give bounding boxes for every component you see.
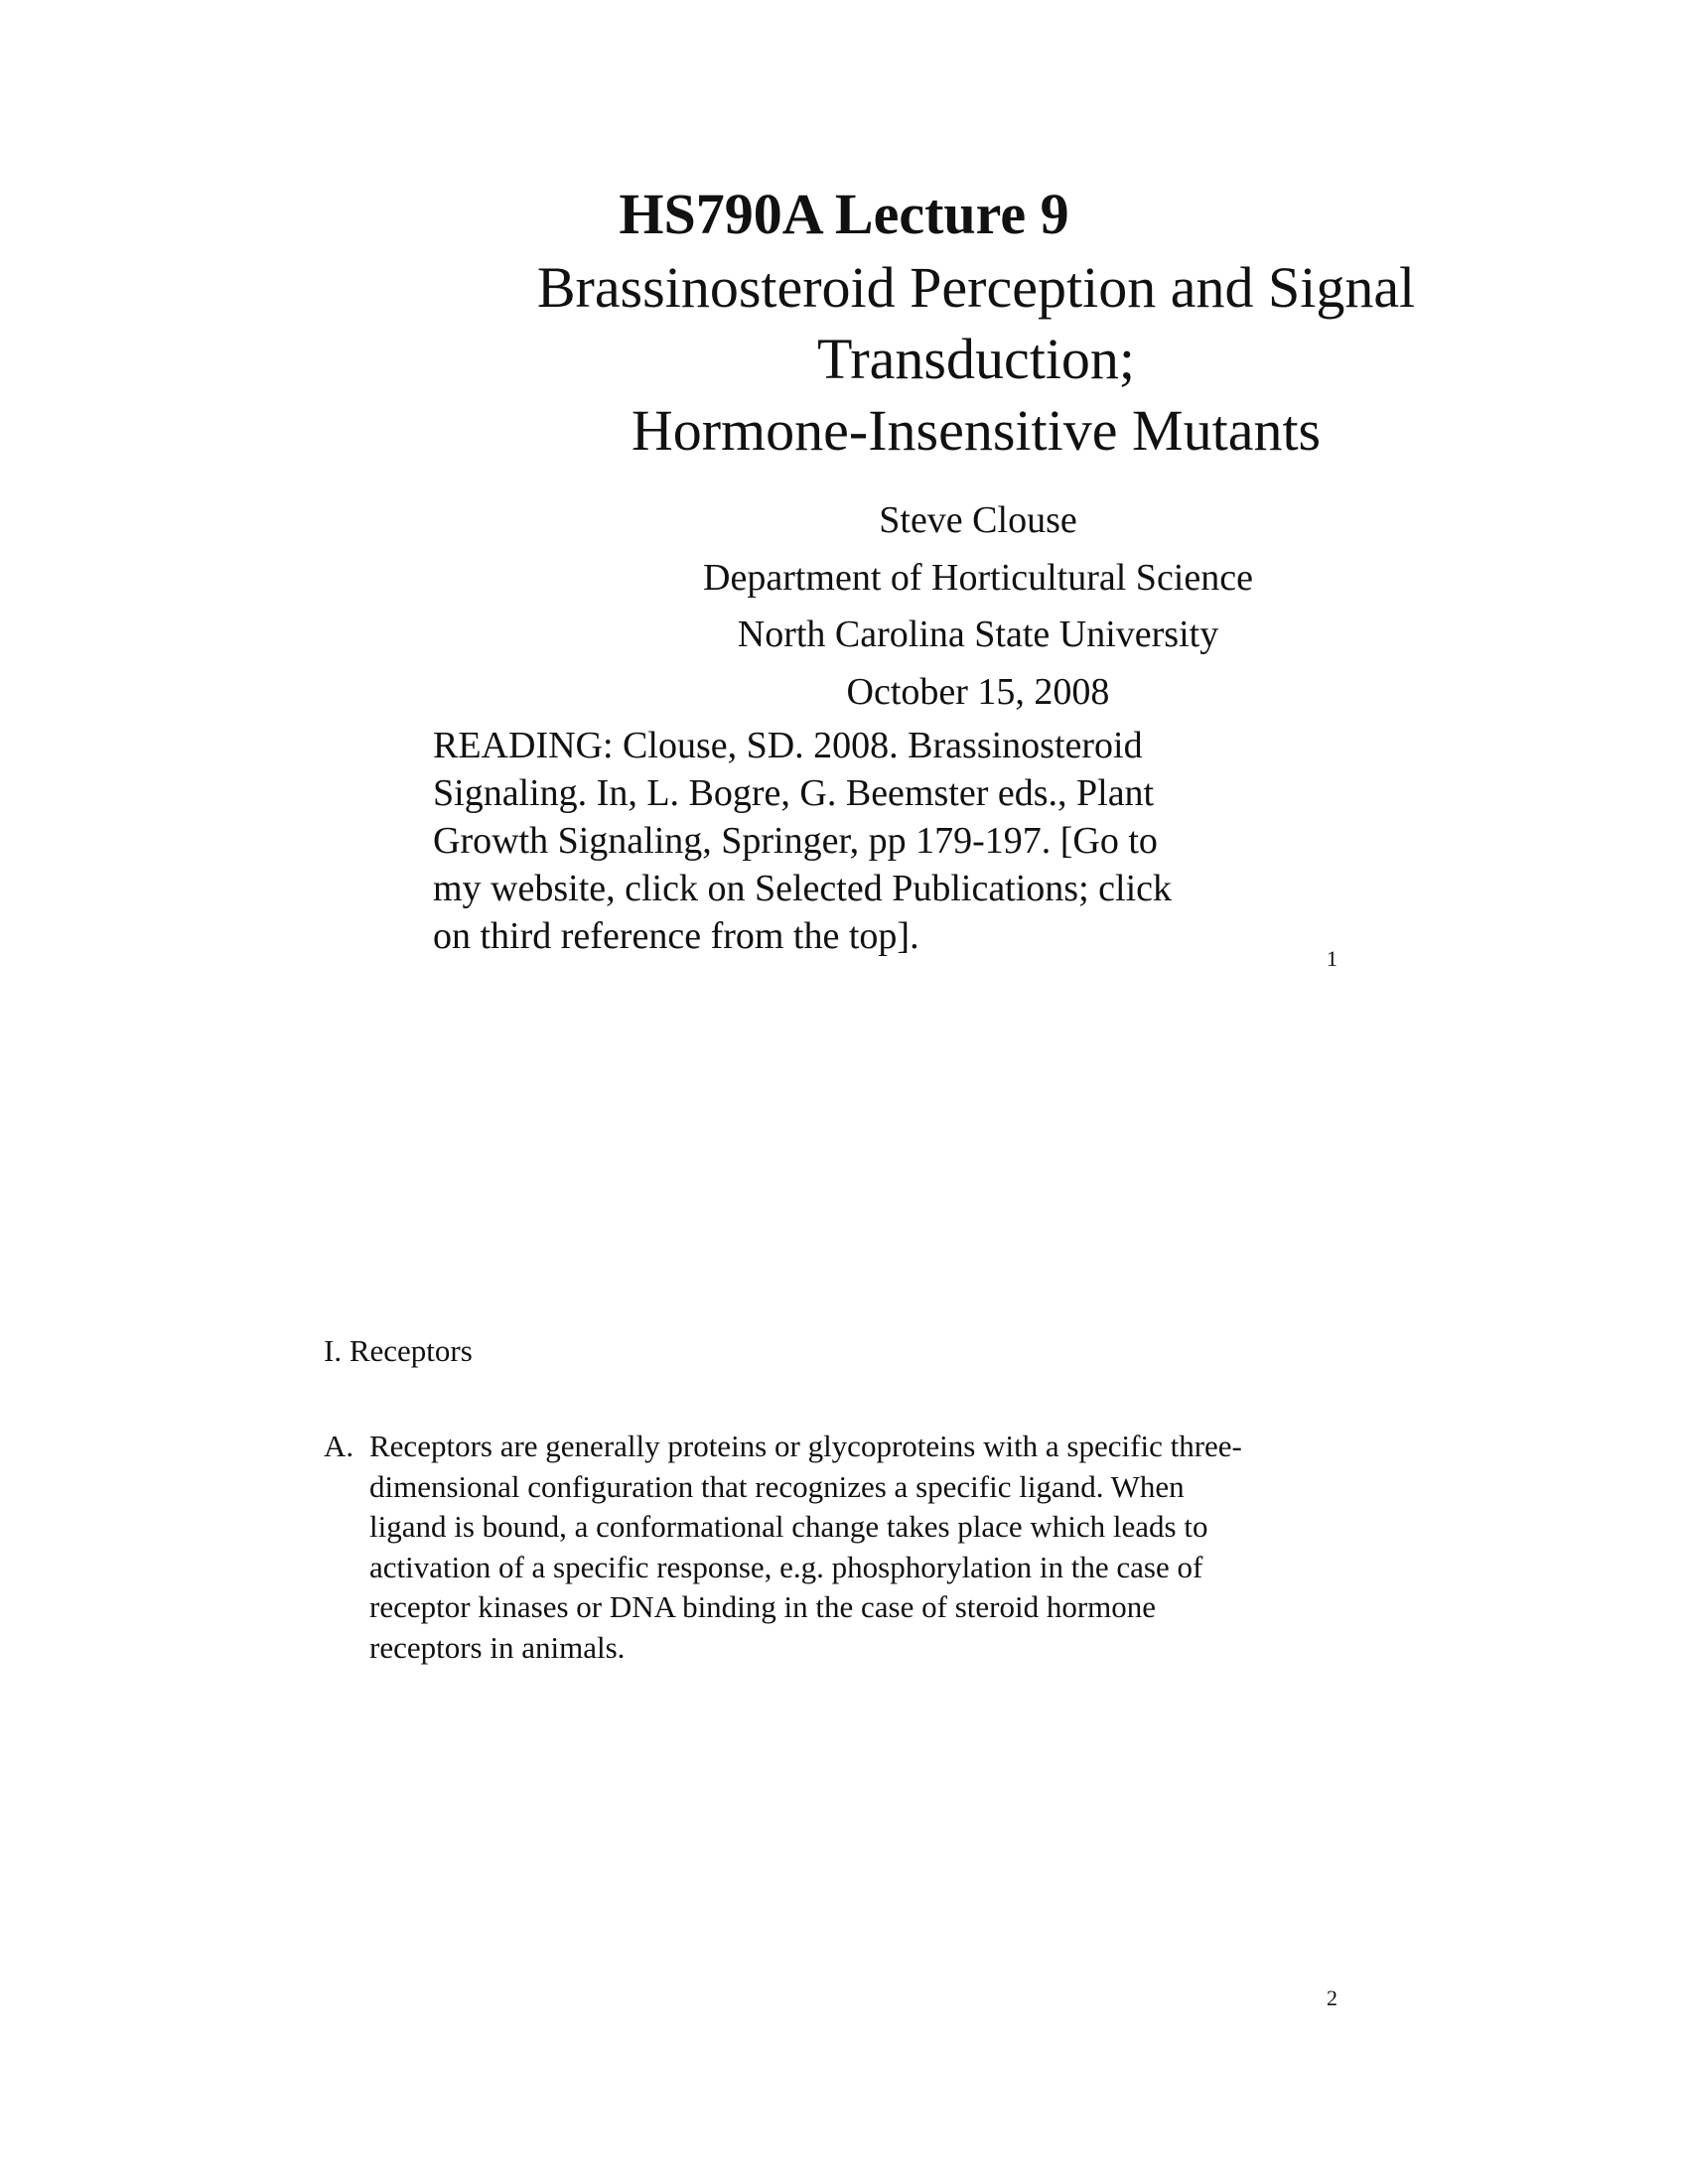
page-number: 1 <box>1327 946 1337 971</box>
author-name: Steve Clouse <box>879 499 1077 541</box>
item-marker: A. <box>324 1429 354 1463</box>
item-line: dimensional configuration that recognizes a specific ligand. When <box>369 1468 1185 1504</box>
receptor-item <box>324 1427 1336 1668</box>
subtitle-line: Brassinosteroid Perception and Signal <box>536 255 1416 320</box>
item-line: ligand is bound, a conformational change takes place which leads to <box>369 1509 1208 1544</box>
reading-line: READING: Clouse, SD. 2008. Brassinosteroid <box>433 725 1143 766</box>
item-line: receptor kinases or DNA binding in the case of steroid hormone <box>369 1589 1157 1624</box>
item-line: Receptors are generally proteins or glycoproteins with a specific three- <box>369 1429 1242 1463</box>
lecture-title: HS790A Lecture 9 <box>619 182 1069 246</box>
lecture-date: October 15, 2008 <box>846 670 1110 713</box>
item-line: activation of a specific response, e.g. phosphorylation in the case of <box>369 1549 1203 1584</box>
reading-line: Signaling. In, L. Bogre, G. Beemster eds., Plant <box>433 772 1155 814</box>
slide-1 <box>0 0 1688 993</box>
lecture-subtitle <box>328 252 1624 467</box>
item-text <box>369 1427 1336 1668</box>
reading-line: my website, click on Selected Publications; click <box>433 868 1172 909</box>
university: North Carolina State University <box>737 614 1219 655</box>
author-info <box>427 492 1529 721</box>
department: Department of Horticultural Science <box>703 556 1253 599</box>
reading-line: on third reference from the top]. <box>433 915 919 957</box>
section-heading: I. Receptors <box>324 1333 473 1368</box>
page-number: 2 <box>1327 1985 1337 2010</box>
subtitle-line: Transduction; <box>816 327 1136 391</box>
reading-line: Growth Signaling, Springer, pp 179-197. [Go to <box>433 820 1158 862</box>
reading-assignment <box>433 722 1247 960</box>
item-line: receptors in animals. <box>369 1629 626 1665</box>
subtitle-line: Hormone-Insensitive Mutants <box>631 398 1322 463</box>
